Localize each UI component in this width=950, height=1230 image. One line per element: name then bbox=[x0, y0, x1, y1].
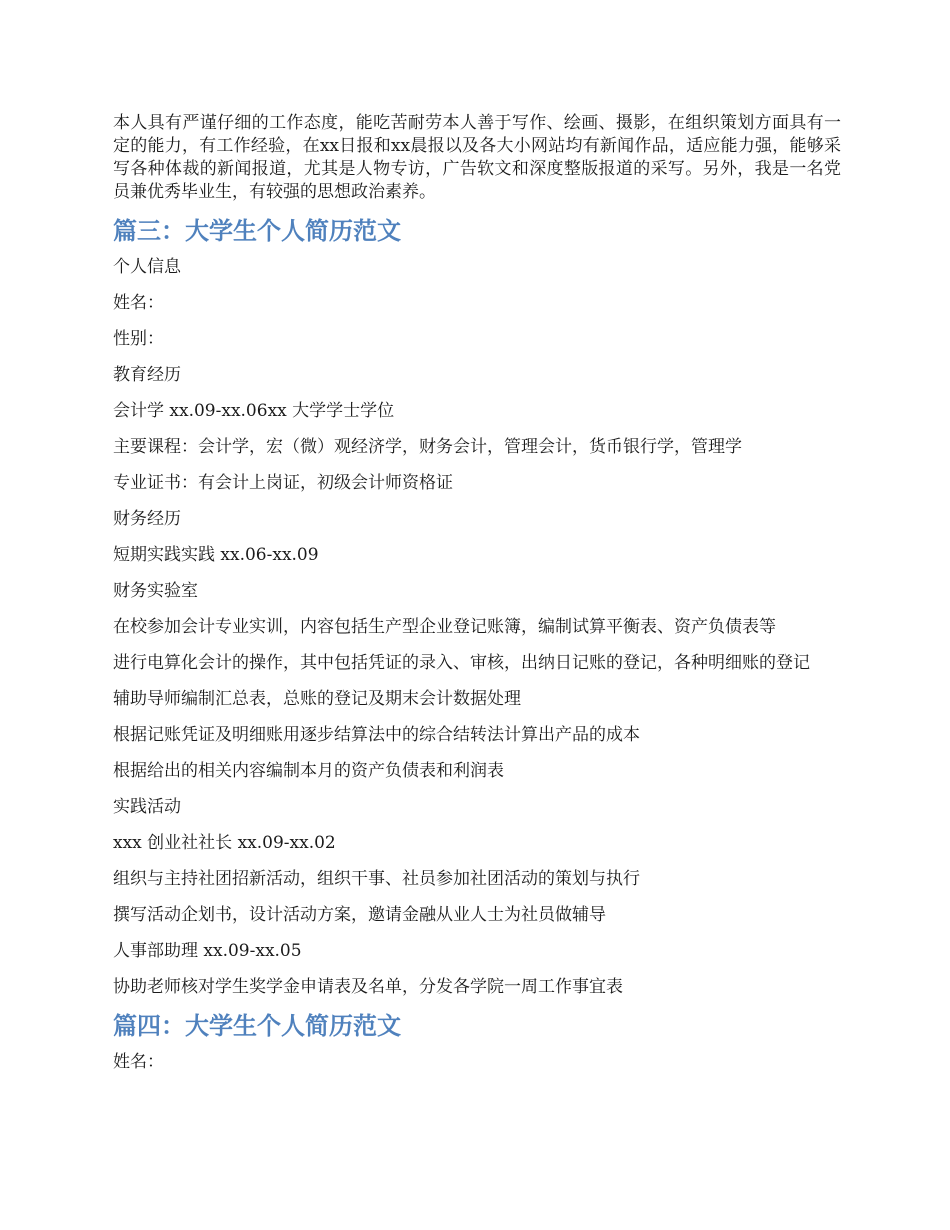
section3-line: 根据记账凭证及明细账用逐步结算法中的综合结转法计算出产品的成本 bbox=[113, 725, 640, 745]
section3-line: 专业证书：有会计上岗证，初级会计师资格证 bbox=[113, 473, 453, 493]
section3-line: 会计学 xx.09-xx.06xx 大学学士学位 bbox=[113, 401, 395, 421]
document-page bbox=[113, 112, 841, 1087]
section4-line: 姓名： bbox=[113, 1052, 164, 1072]
section3-line: 个人信息 bbox=[113, 257, 181, 277]
section3-line: 人事部助理 xx.09-xx.05 bbox=[113, 941, 302, 961]
section3-line: 根据给出的相关内容编制本月的资产负债表和利润表 bbox=[113, 761, 504, 781]
section3-line: 实践活动 bbox=[113, 797, 181, 817]
section3-line: 组织与主持社团招新活动，组织干事、社员参加社团活动的策划与执行 bbox=[113, 869, 640, 889]
section3-line: 性别： bbox=[113, 329, 164, 349]
section3-line: 辅助导师编制汇总表，总账的登记及期末会计数据处理 bbox=[113, 689, 521, 709]
section3-line: 财务经历 bbox=[113, 509, 181, 529]
section3-line: 主要课程：会计学，宏（微）观经济学，财务会计，管理会计，货币银行学，管理学 bbox=[113, 437, 742, 457]
section3-line: 财务实验室 bbox=[113, 581, 198, 601]
intro-paragraph: 本人具有严谨仔细的工作态度，能吃苦耐劳本人善于写作、绘画、摄影，在组织策划方面具有一定的能力，有工作经验，在xx日报和xx晨报以及各大小网站均有新闻作品，适应能力强，能够采写各种体裁的新闻报道，尤其是人物专访，广告软文和深度整版报道的采写。另外，我是一名党员兼优秀毕业生，有较强的思想政治素养。 bbox=[113, 113, 841, 202]
section3-line: 在校参加会计专业实训，内容包括生产型企业登记账簿，编制试算平衡表、资产负债表等 bbox=[113, 617, 776, 637]
section3-line: 协助老师核对学生奖学金申请表及名单，分发各学院一周工作事宜表 bbox=[113, 977, 623, 997]
section-heading-4: 篇四：大学生个人简历范文 bbox=[113, 1012, 401, 1040]
section3-line: xxx 创业社社长 xx.09-xx.02 bbox=[113, 833, 336, 853]
section3-line: 进行电算化会计的操作，其中包括凭证的录入、审核，出纳日记账的登记，各种明细账的登记 bbox=[113, 653, 810, 673]
section3-line: 撰写活动企划书，设计活动方案，邀请金融从业人士为社员做辅导 bbox=[113, 905, 606, 925]
section3-line: 教育经历 bbox=[113, 365, 181, 385]
section3-line: 姓名： bbox=[113, 293, 164, 313]
section-heading-3: 篇三：大学生个人简历范文 bbox=[113, 217, 401, 245]
section3-line: 短期实践实践 xx.06-xx.09 bbox=[113, 545, 319, 565]
